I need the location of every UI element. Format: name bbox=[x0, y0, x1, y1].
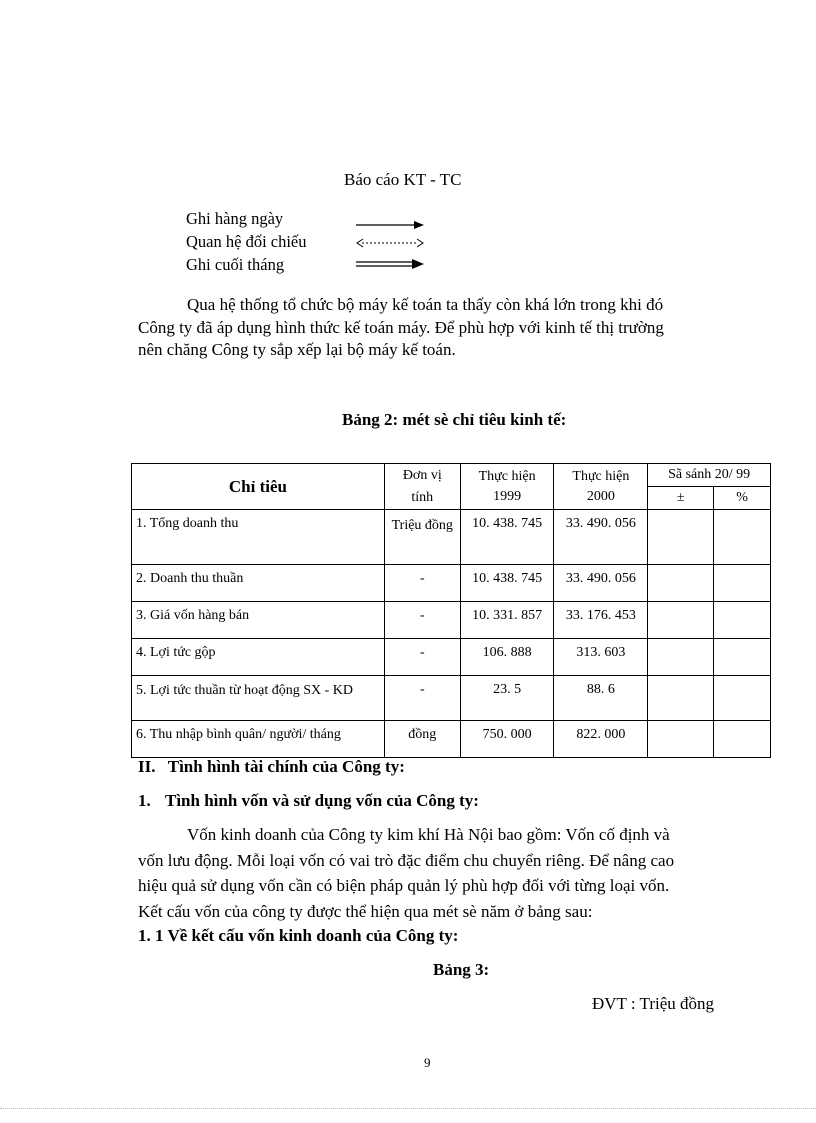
row-pct bbox=[714, 602, 771, 639]
table-row bbox=[132, 721, 771, 758]
table-row bbox=[132, 510, 771, 565]
page-number: 9 bbox=[424, 1055, 431, 1070]
row-name: 5. Lợi tức thuần từ hoạt động SX - KD bbox=[132, 676, 385, 721]
row-name: 2. Doanh thu thuần bbox=[132, 565, 385, 602]
row-pct bbox=[714, 721, 771, 758]
row-diff bbox=[648, 721, 714, 758]
row-diff bbox=[648, 510, 714, 565]
header-indicator: Chỉ tiêu bbox=[132, 464, 385, 510]
row-unit: - bbox=[384, 676, 460, 721]
header-2000-line2: 2000 bbox=[586, 488, 615, 504]
row-pct bbox=[714, 676, 771, 721]
row-1999: 10. 438. 745 bbox=[460, 510, 554, 565]
header-1999 bbox=[460, 464, 554, 510]
section-ii-title: Tình hình tài chính của Công ty: bbox=[167, 757, 405, 776]
row-diff bbox=[648, 565, 714, 602]
double-arrow-icon bbox=[356, 258, 424, 270]
intro-paragraph bbox=[138, 294, 718, 362]
row-diff bbox=[648, 639, 714, 676]
header-diff: ± bbox=[648, 487, 714, 510]
row-name: 3. Giá vốn hàng bán bbox=[132, 602, 385, 639]
table-header-row bbox=[132, 464, 771, 487]
solid-arrow-icon bbox=[356, 219, 424, 231]
table-row bbox=[132, 565, 771, 602]
subsection-1-1-heading: 1. 1 Về kết cấu vốn kinh doanh của Công ty: bbox=[138, 926, 459, 945]
row-unit: - bbox=[384, 639, 460, 676]
row-diff bbox=[648, 676, 714, 721]
table-row bbox=[132, 676, 771, 721]
unit-note: ĐVT : Triệu đồng bbox=[592, 994, 715, 1013]
row-unit: Triệu đồng bbox=[384, 510, 460, 565]
legend-label-crosscheck: Quan hệ đối chiếu bbox=[186, 232, 307, 251]
row-2000: 33. 490. 056 bbox=[554, 510, 648, 565]
row-1999: 10. 438. 745 bbox=[460, 565, 554, 602]
table-row bbox=[132, 639, 771, 676]
row-2000: 33. 176. 453 bbox=[554, 602, 648, 639]
intro-line: Qua hệ thống tổ chức bộ máy kế toán ta thấy còn khá lớn trong khi đó bbox=[187, 295, 664, 314]
section-ii-number: II. bbox=[138, 757, 156, 776]
header-unit-line2: tính bbox=[411, 489, 434, 505]
section-ii-heading bbox=[138, 757, 405, 777]
intro-line: Công ty đã áp dụng hình thức kế toán máy. Để phù hợp với kinh tế thị trường bbox=[138, 317, 664, 337]
section-1-number: 1. bbox=[138, 791, 151, 810]
row-pct bbox=[714, 639, 771, 676]
capital-line: Vốn kinh doanh của Công ty kim khí Hà Nội bao gồm: Vốn cố định và bbox=[187, 825, 670, 844]
row-1999: 23. 5 bbox=[460, 676, 554, 721]
row-unit: - bbox=[384, 602, 460, 639]
row-name: 6. Thu nhập bình quân/ người/ tháng bbox=[132, 721, 385, 758]
row-2000: 313. 603 bbox=[554, 639, 648, 676]
report-title: Báo cáo KT - TC bbox=[344, 170, 462, 189]
row-diff bbox=[648, 602, 714, 639]
header-1999-line1: Thực hiện bbox=[478, 468, 536, 484]
section-1-title: Tình hình vốn và sử dụng vốn của Công ty: bbox=[165, 791, 479, 810]
row-pct bbox=[714, 565, 771, 602]
capital-line: vốn lưu động. Mỗi loại vốn có vai trò đặc điểm chu chuyển riêng. Để nâng cao bbox=[138, 850, 675, 870]
capital-paragraph bbox=[138, 822, 730, 924]
section-1-heading bbox=[138, 791, 479, 811]
header-unit bbox=[384, 464, 460, 510]
row-name: 1. Tổng doanh thu bbox=[132, 510, 385, 565]
header-unit-line1: Đơn vị bbox=[402, 467, 442, 483]
row-2000: 33. 490. 056 bbox=[554, 565, 648, 602]
legend-label-monthend: Ghi cuối tháng bbox=[186, 255, 285, 274]
row-name: 4. Lợi tức gộp bbox=[132, 639, 385, 676]
capital-line: hiệu quả sử dụng vốn cần có biện pháp quản lý phù hợp đối với từng loại vốn. bbox=[138, 876, 670, 895]
row-1999: 750. 000 bbox=[460, 721, 554, 758]
row-pct bbox=[714, 510, 771, 565]
row-2000: 88. 6 bbox=[554, 676, 648, 721]
header-2000-line1: Thực hiện bbox=[572, 468, 630, 484]
row-1999: 106. 888 bbox=[460, 639, 554, 676]
capital-line: Kết cấu vốn của công ty được thể hiện qua mét sè năm ở bảng sau: bbox=[138, 901, 593, 921]
header-compare: Sã sánh 20/ 99 bbox=[648, 464, 771, 487]
row-2000: 822. 000 bbox=[554, 721, 648, 758]
economic-indicators-table bbox=[131, 463, 771, 758]
dotted-double-arrow-icon bbox=[356, 237, 424, 249]
intro-line: nên chăng Công ty sắp xếp lại bộ máy kế toán. bbox=[138, 340, 456, 359]
row-1999: 10. 331. 857 bbox=[460, 602, 554, 639]
header-2000 bbox=[554, 464, 648, 510]
header-1999-line2: 1999 bbox=[493, 488, 522, 504]
table-row bbox=[132, 602, 771, 639]
header-pct: % bbox=[714, 487, 771, 510]
table3-title: Bảng 3: bbox=[433, 960, 490, 979]
page-bottom-divider bbox=[0, 1108, 816, 1109]
row-unit: đồng bbox=[384, 721, 460, 758]
row-unit: - bbox=[384, 565, 460, 602]
legend-label-daily: Ghi hàng ngày bbox=[186, 209, 284, 228]
table2-title: Bảng 2: mét sè chỉ tiêu kinh tế: bbox=[342, 410, 567, 429]
